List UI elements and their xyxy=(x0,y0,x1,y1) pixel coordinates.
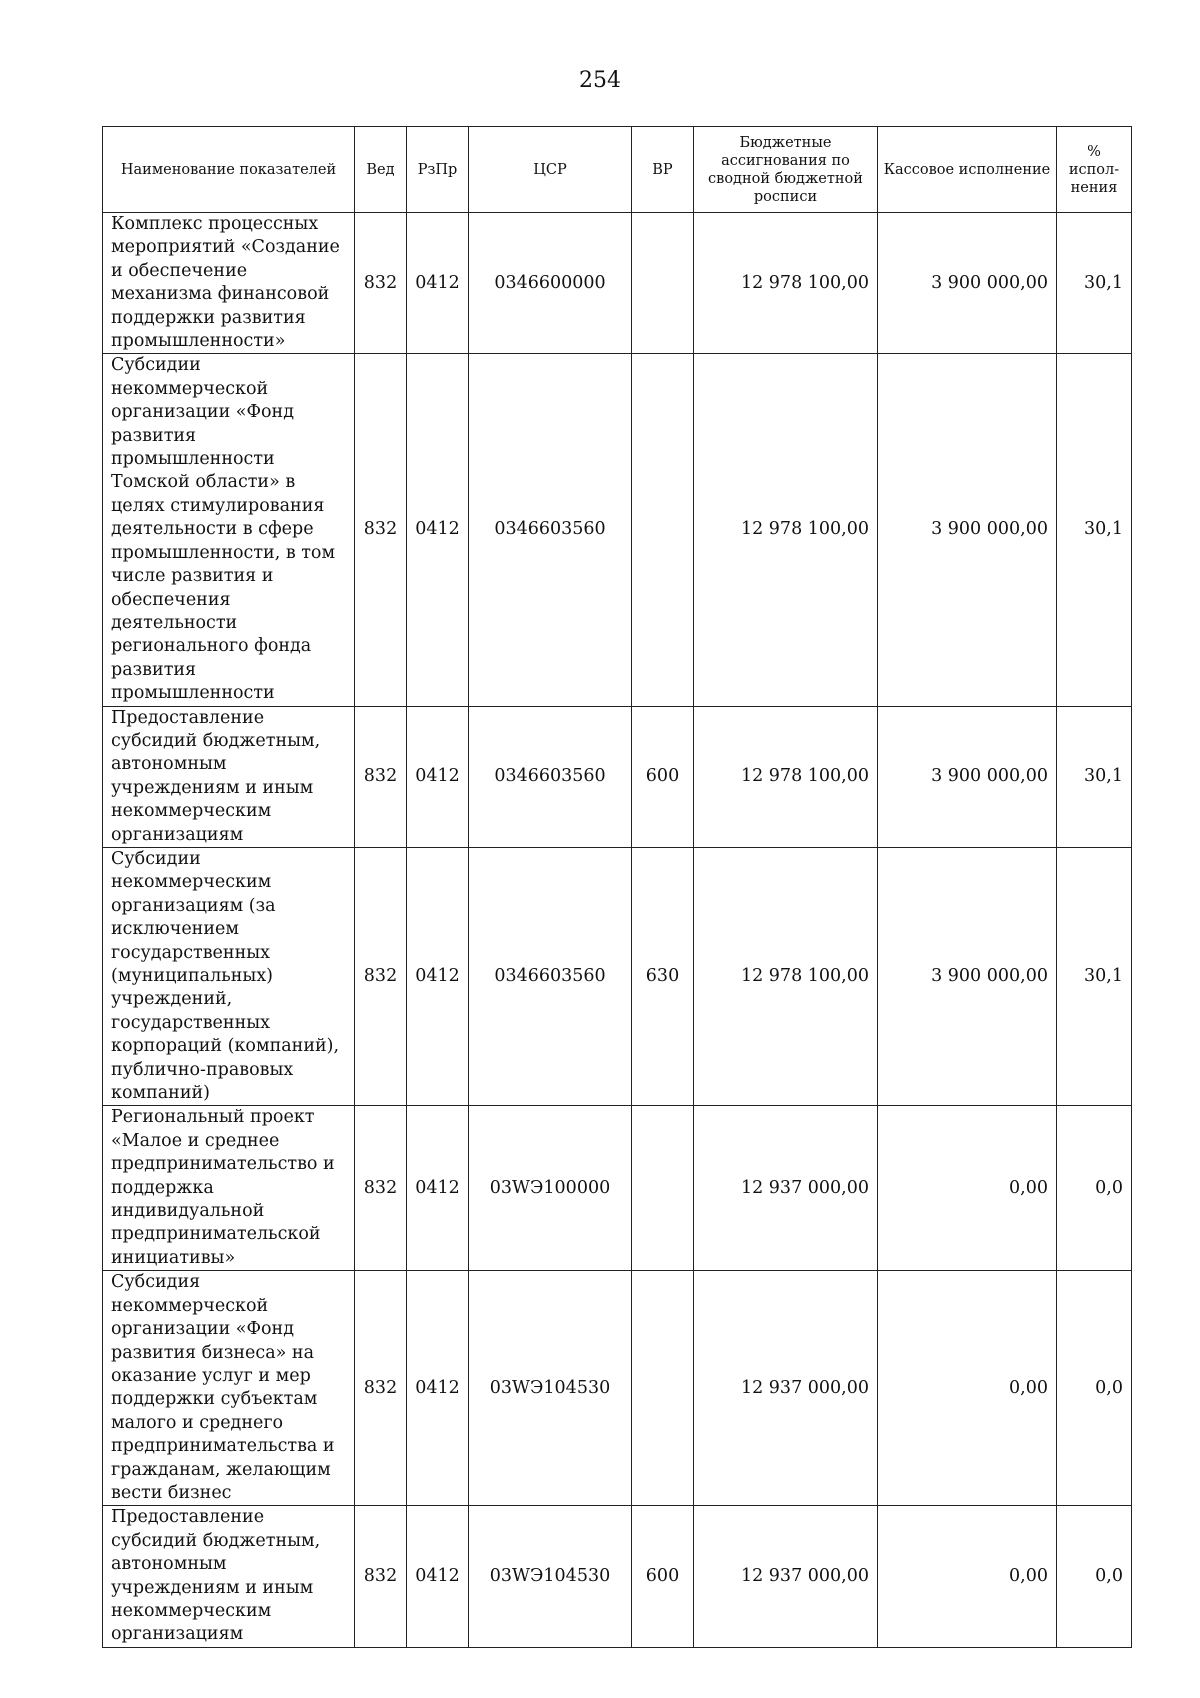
row-vr xyxy=(632,354,694,706)
row-vr: 600 xyxy=(632,1506,694,1647)
row-assignments: 12 978 100,00 xyxy=(694,354,878,706)
row-rzpr: 0412 xyxy=(407,354,469,706)
row-cash-execution: 3 900 000,00 xyxy=(878,847,1057,1105)
row-name: Предоставление субсидий бюджетным, автономным учреждениям и иным некоммерческим организациям xyxy=(103,1506,355,1647)
row-vr: 630 xyxy=(632,847,694,1105)
row-rzpr: 0412 xyxy=(407,1106,469,1271)
row-name: Субсидии некоммерческим организациям (за исключением государственных (муниципальных) учреждений, государственных корпораций (компаний), публично-правовых компаний) xyxy=(103,847,355,1105)
row-assignments: 12 937 000,00 xyxy=(694,1506,878,1647)
row-ved: 832 xyxy=(355,1271,407,1506)
table-row xyxy=(103,706,1132,847)
row-rzpr: 0412 xyxy=(407,213,469,354)
row-csr: 03WЭ104530 xyxy=(469,1271,632,1506)
row-ved: 832 xyxy=(355,1106,407,1271)
row-name: Региональный проект «Малое и среднее предпринимательство и поддержка индивидуальной предпринимательской инициативы» xyxy=(103,1106,355,1271)
row-ved: 832 xyxy=(355,213,407,354)
row-ved: 832 xyxy=(355,1506,407,1647)
table-row xyxy=(103,1271,1132,1506)
row-percent: 0,0 xyxy=(1057,1506,1132,1647)
row-cash-execution: 3 900 000,00 xyxy=(878,354,1057,706)
header-name: Наименование показателей xyxy=(103,127,355,213)
header-assignments: Бюджетные ассигнования по сводной бюджетной росписи xyxy=(694,127,878,213)
row-assignments: 12 978 100,00 xyxy=(694,706,878,847)
row-rzpr: 0412 xyxy=(407,1506,469,1647)
budget-execution-table xyxy=(102,126,1132,1648)
header-csr: ЦСР xyxy=(469,127,632,213)
row-assignments: 12 937 000,00 xyxy=(694,1106,878,1271)
table-row xyxy=(103,1506,1132,1647)
row-assignments: 12 978 100,00 xyxy=(694,847,878,1105)
row-csr: 0346603560 xyxy=(469,847,632,1105)
row-ved: 832 xyxy=(355,354,407,706)
row-rzpr: 0412 xyxy=(407,1271,469,1506)
header-ved: Вед xyxy=(355,127,407,213)
row-percent: 30,1 xyxy=(1057,706,1132,847)
row-cash-execution: 3 900 000,00 xyxy=(878,706,1057,847)
row-cash-execution: 3 900 000,00 xyxy=(878,213,1057,354)
table-row xyxy=(103,213,1132,354)
table-row xyxy=(103,354,1132,706)
header-rzpr: РзПр xyxy=(407,127,469,213)
header-vr: ВР xyxy=(632,127,694,213)
row-cash-execution: 0,00 xyxy=(878,1271,1057,1506)
row-percent: 0,0 xyxy=(1057,1271,1132,1506)
row-csr: 03WЭ100000 xyxy=(469,1106,632,1271)
row-csr: 0346603560 xyxy=(469,354,632,706)
row-csr: 0346603560 xyxy=(469,706,632,847)
header-cash-execution: Кассовое исполнение xyxy=(878,127,1057,213)
table-row xyxy=(103,1106,1132,1271)
row-cash-execution: 0,00 xyxy=(878,1106,1057,1271)
header-percent: % испол-нения xyxy=(1057,127,1132,213)
row-vr xyxy=(632,213,694,354)
row-ved: 832 xyxy=(355,706,407,847)
page-number: 254 xyxy=(579,68,621,93)
row-percent: 30,1 xyxy=(1057,354,1132,706)
row-name: Комплекс процессных мероприятий «Создание и обеспечение механизма финансовой поддержки развития промышленности» xyxy=(103,213,355,354)
row-percent: 30,1 xyxy=(1057,213,1132,354)
row-assignments: 12 978 100,00 xyxy=(694,213,878,354)
row-rzpr: 0412 xyxy=(407,847,469,1105)
row-name: Субсидии некоммерческой организации «Фонд развития промышленности Томской области» в целях стимулирования деятельности в сфере промышленности, в том числе развития и обеспечения деятельности регионального фонда развития промышленности xyxy=(103,354,355,706)
row-percent: 30,1 xyxy=(1057,847,1132,1105)
row-vr xyxy=(632,1106,694,1271)
row-vr: 600 xyxy=(632,706,694,847)
row-csr: 03WЭ104530 xyxy=(469,1506,632,1647)
row-name: Предоставление субсидий бюджетным, автономным учреждениям и иным некоммерческим организациям xyxy=(103,706,355,847)
row-ved: 832 xyxy=(355,847,407,1105)
row-percent: 0,0 xyxy=(1057,1106,1132,1271)
row-csr: 0346600000 xyxy=(469,213,632,354)
row-assignments: 12 937 000,00 xyxy=(694,1271,878,1506)
row-rzpr: 0412 xyxy=(407,706,469,847)
table-row xyxy=(103,847,1132,1105)
row-name: Субсидия некоммерческой организации «Фонд развития бизнеса» на оказание услуг и мер поддержки субъектам малого и среднего предпринимательства и гражданам, желающим вести бизнес xyxy=(103,1271,355,1506)
row-vr xyxy=(632,1271,694,1506)
row-cash-execution: 0,00 xyxy=(878,1506,1057,1647)
table-header-row xyxy=(103,127,1132,213)
